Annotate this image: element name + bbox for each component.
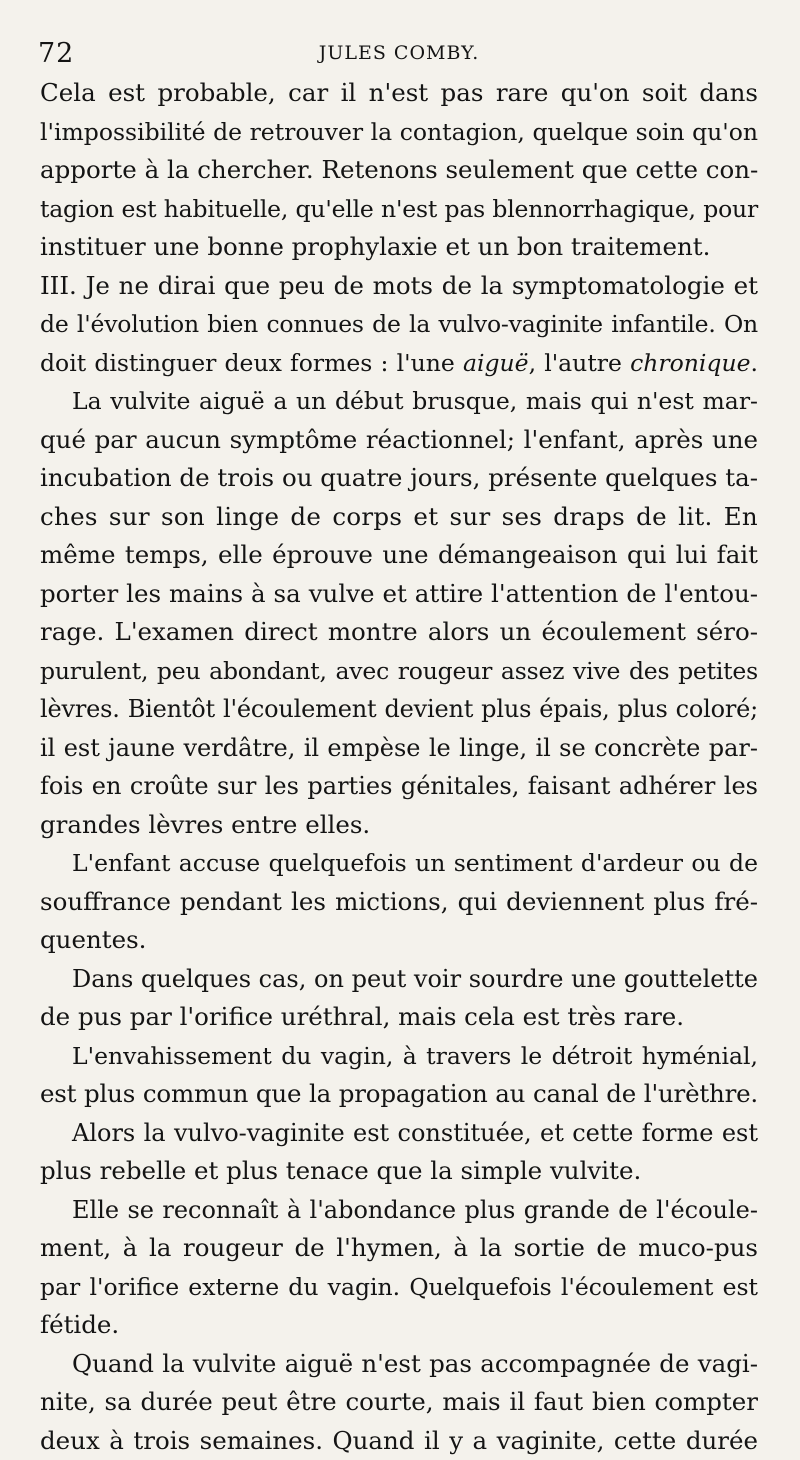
- text-line: III. Je ne dirai que peu de mots de la symptomatologie et: [40, 267, 758, 306]
- text-line: est plus commun que la propagation au canal de l'urèthre.: [40, 1075, 758, 1114]
- text-line-forms: [40, 344, 758, 383]
- text-line: Alors la vulvo-vaginite est constituée, et cette forme est: [40, 1114, 758, 1153]
- text-line: Elle se reconnaît à l'abondance plus grande de l'écoule-: [40, 1191, 758, 1230]
- text-line: plus rebelle et plus tenace que la simple vulvite.: [40, 1152, 758, 1191]
- text-line: lèvres. Bientôt l'écoulement devient plus épais, plus coloré;: [40, 690, 758, 729]
- text-line: porter les mains à sa vulve et attire l'attention de l'entou-: [40, 575, 758, 614]
- text-line: rage. L'examen direct montre alors un écoulement séro-: [40, 613, 758, 652]
- text-line: fois en croûte sur les parties génitales, faisant adhérer les: [40, 767, 758, 806]
- text-line: qué par aucun symptôme réactionnel; l'enfant, après une: [40, 421, 758, 460]
- text-line: ment, à la rougeur de l'hymen, à la sortie de muco-pus: [40, 1229, 758, 1268]
- text-line: quentes.: [40, 921, 758, 960]
- text-line: incubation de trois ou quatre jours, présente quelques ta-: [40, 459, 758, 498]
- body-text: [40, 74, 758, 1460]
- form-chronic: chronique: [630, 349, 750, 377]
- page-header: [38, 28, 760, 68]
- text-line: l'impossibilité de retrouver la contagion, quelque soin qu'on: [40, 113, 758, 152]
- text-line: de l'évolution bien connues de la vulvo-vaginite infantile. On: [40, 305, 758, 344]
- text-line: même temps, elle éprouve une démangeaison qui lui fait: [40, 536, 758, 575]
- text-line: ches sur son linge de corps et sur ses draps de lit. En: [40, 498, 758, 537]
- text-line: par l'orifice externe du vagin. Quelquefois l'écoulement est: [40, 1268, 758, 1307]
- text-line: de pus par l'orifice uréthral, mais cela est très rare.: [40, 998, 758, 1037]
- page-number: 72: [38, 38, 74, 69]
- text-line: purulent, peu abondant, avec rougeur assez vive des petites: [40, 652, 758, 691]
- running-head: JULES COMBY.: [38, 42, 760, 64]
- text-line: deux à trois semaines. Quand il y a vaginite, cette durée: [40, 1422, 758, 1460]
- forms-intro: doit distinguer deux formes : l'une: [40, 349, 455, 377]
- form-end: .: [751, 349, 758, 377]
- text-line: nite, sa durée peut être courte, mais il faut bien compter: [40, 1383, 758, 1422]
- text-line: La vulvite aiguë a un début brusque, mais qui n'est mar-: [40, 382, 758, 421]
- text-line: souffrance pendant les mictions, qui deviennent plus fré-: [40, 883, 758, 922]
- text-line: grandes lèvres entre elles.: [40, 806, 758, 845]
- text-line: Quand la vulvite aiguë n'est pas accompagnée de vagi-: [40, 1345, 758, 1384]
- form-separator: , l'autre: [529, 349, 631, 377]
- text-line: fétide.: [40, 1306, 758, 1345]
- text-line: Dans quelques cas, on peut voir sourdre une gouttelette: [40, 960, 758, 999]
- text-line: tagion est habituelle, qu'elle n'est pas blennorrhagique, pour: [40, 190, 758, 229]
- text-line: L'enfant accuse quelquefois un sentiment d'ardeur ou de: [40, 844, 758, 883]
- text-line: apporte à la chercher. Retenons seulement que cette con-: [40, 151, 758, 190]
- text-line: instituer une bonne prophylaxie et un bon traitement.: [40, 228, 758, 267]
- text-line: L'envahissement du vagin, à travers le détroit hyménial,: [40, 1037, 758, 1076]
- text-line: Cela est probable, car il n'est pas rare qu'on soit dans: [40, 74, 758, 113]
- text-line: il est jaune verdâtre, il empèse le linge, il se concrète par-: [40, 729, 758, 768]
- form-acute: aiguë: [463, 349, 529, 377]
